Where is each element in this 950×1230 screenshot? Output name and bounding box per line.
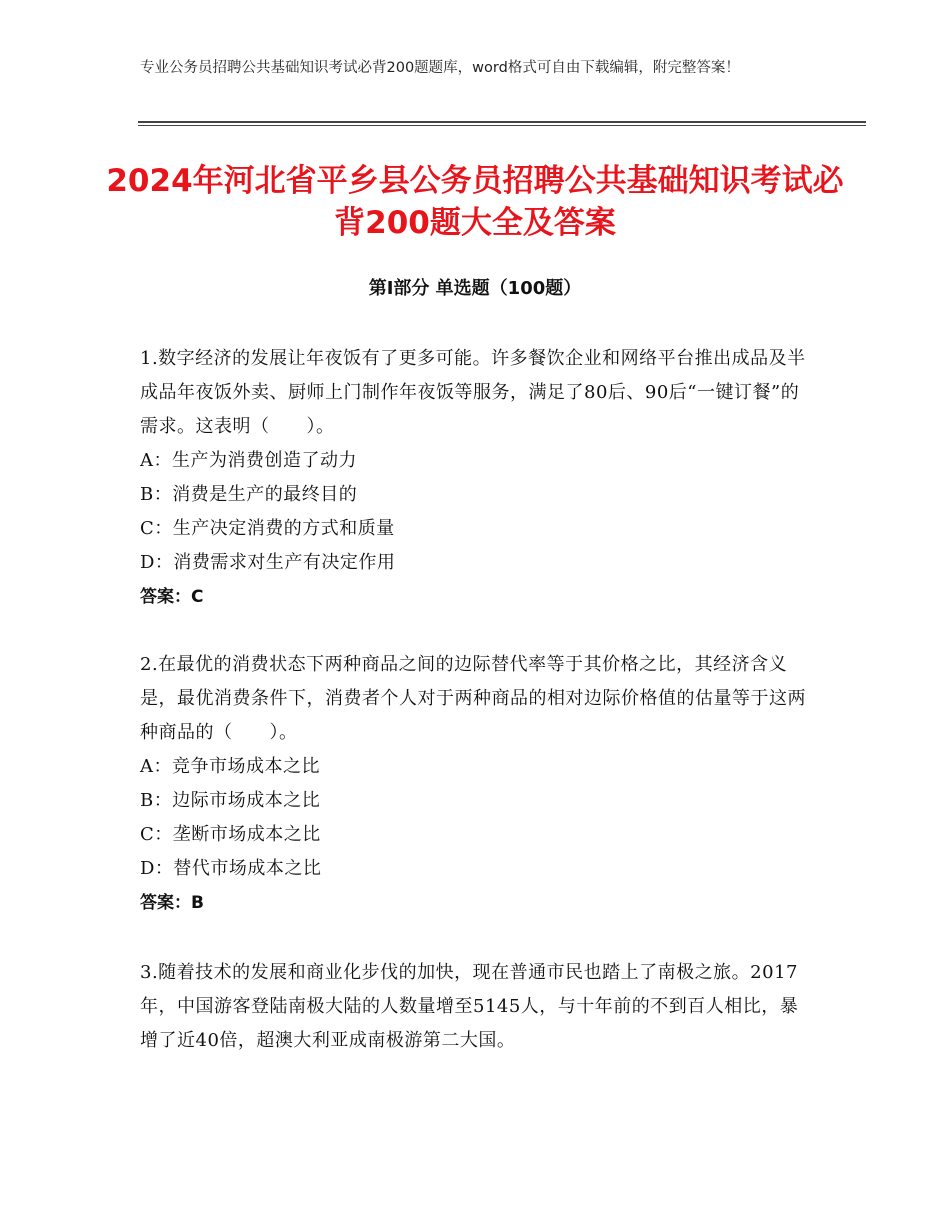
question-1 (140, 342, 810, 614)
option-a: A：生产为消费创造了动力 (140, 450, 357, 471)
question-stem: 1.数字经济的发展让年夜饭有了更多可能。许多餐饮企业和网络平台推出成品及半成品年夜饭外卖、厨师上门制作年夜饭等服务，满足了80后、90后“一键订餐”的需求。这表明（ ）。 (140, 348, 806, 437)
header-divider-thin (138, 125, 866, 126)
question-stem: 2.在最优的消费状态下两种商品之间的边际替代率等于其价格之比，其经济含义是，最优消费条件下，消费者个人对于两种商品的相对边际价格值的估量等于这两种商品的（ ）。 (140, 654, 806, 743)
answer-line: 答案：C (140, 587, 204, 607)
option-c: C：生产决定消费的方式和质量 (140, 518, 395, 539)
option-c: C：垄断市场成本之比 (140, 824, 321, 845)
option-a: A：竞争市场成本之比 (140, 756, 320, 777)
question-2 (140, 648, 810, 920)
answer-line: 答案：B (140, 893, 204, 913)
header-divider-thick (138, 121, 866, 123)
question-stem: 3.随着技术的发展和商业化步伐的加快，现在普通市民也踏上了南极之旅。2017年，中国游客登陆南极大陆的人数量增至5145人，与十年前的不到百人相比，暴增了近40倍，超澳大利亚成南极游第二大国。 (140, 962, 799, 1051)
question-3 (140, 956, 810, 1058)
option-d: D：替代市场成本之比 (140, 858, 322, 879)
option-b: B：消费是生产的最终目的 (140, 484, 358, 505)
section-title: 第Ⅰ部分 单选题（100题） (368, 278, 582, 299)
option-b: B：边际市场成本之比 (140, 790, 321, 811)
header-note: 专业公务员招聘公共基础知识考试必背200题题库，word格式可自由下载编辑，附完整答案！ (140, 60, 740, 76)
option-d: D：消费需求对生产有决定作用 (140, 552, 396, 573)
document-title: 2024年河北省平乡县公务员招聘公共基础知识考试必背200题大全及答案 (106, 163, 844, 241)
